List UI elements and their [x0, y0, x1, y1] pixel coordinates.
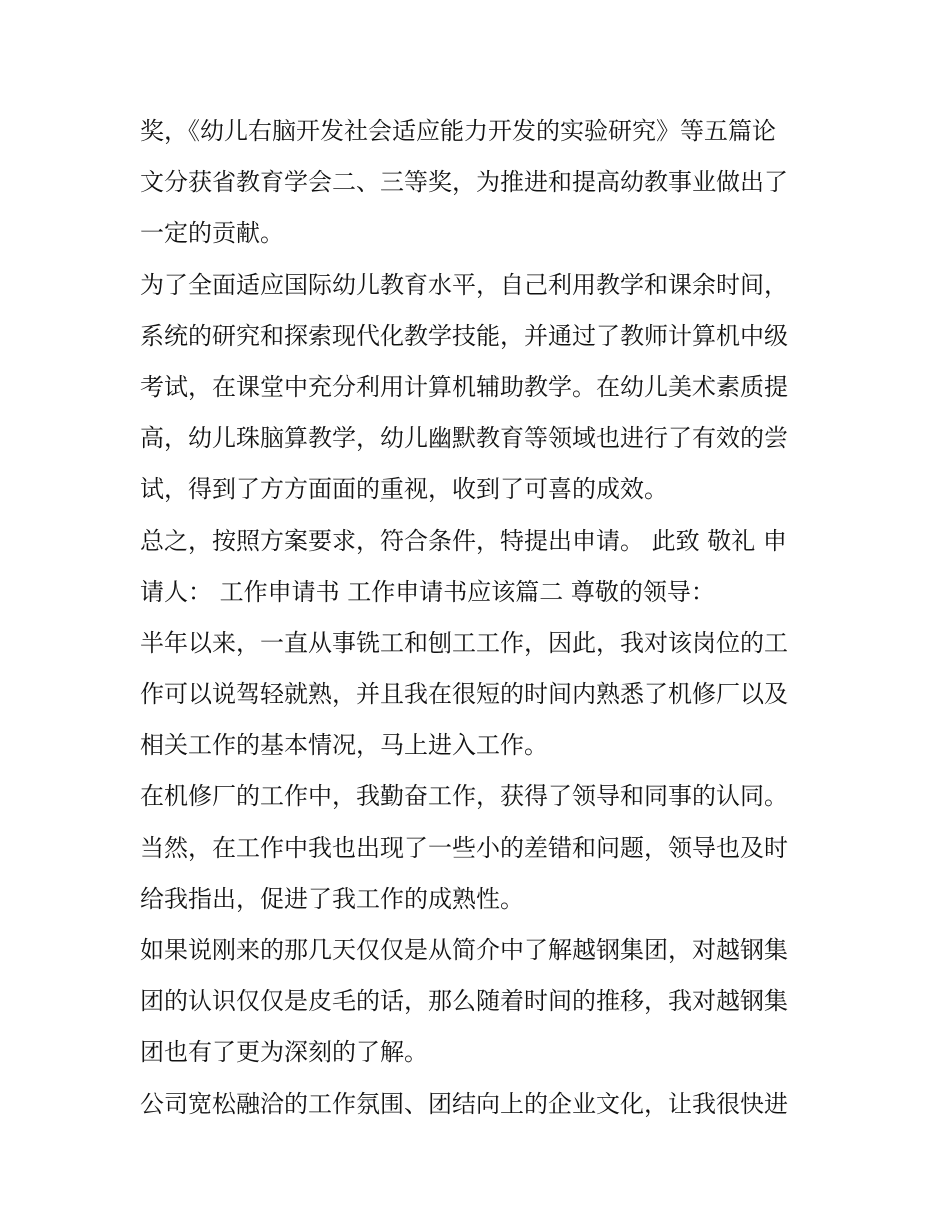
text-line: 为了全面适应国际幼儿教育水平，自己利用教学和课余时间， — [140, 270, 788, 299]
text-line: 一定的贡献。 — [140, 219, 284, 248]
text-line: 团也有了更为深刻的了解。 — [140, 1038, 428, 1067]
text-line: 奖，《幼儿右脑开发社会适应能力开发的实验研究》等五篇论 — [140, 117, 776, 145]
paragraph — [140, 1079, 816, 1130]
text-line: 如果说刚来的那几天仅仅是从简介中了解越钢集团，对越钢集 — [140, 936, 788, 964]
paragraph — [140, 516, 816, 618]
text-line: 文分获省教育学会二、三等奖，为推进和提高幼教事业做出了 — [140, 168, 788, 197]
document-body — [140, 106, 816, 1130]
text-line: 公司宽松融洽的工作氛围、团结向上的企业文化，让我很快进 — [140, 1089, 788, 1118]
paragraph — [140, 823, 816, 925]
paragraph — [140, 260, 816, 516]
text-line: 半年以来，一直从事铣工和刨工工作，因此，我对该岗位的工 — [140, 628, 788, 657]
text-line: 系统的研究和探索现代化教学技能，并通过了教师计算机中级 — [140, 321, 788, 350]
text-line: 高，幼儿珠脑算教学，幼儿幽默教育等领域也进行了有效的尝 — [140, 424, 788, 453]
text-line: 总之，按照方案要求，符合条件，特提出申请。 此致 敬礼 申 — [140, 526, 787, 555]
text-line: 当然，在工作中我也出现了一些小的差错和问题，领导也及时 — [140, 833, 788, 862]
text-line: 请人： 工作申请书 工作申请书应该篇二 尊敬的领导： — [140, 577, 715, 606]
text-line: 给我指出，促进了我工作的成熟性。 — [140, 884, 524, 913]
text-line: 试，得到了方方面面的重视，收到了可喜的成效。 — [140, 475, 668, 504]
paragraph — [140, 925, 816, 1079]
text-line: 考试，在课堂中充分利用计算机辅助教学。在幼儿美术素质提 — [140, 372, 788, 401]
text-line: 作可以说驾轻就熟，并且我在很短的时间内熟悉了机修厂以及 — [140, 680, 788, 709]
text-line: 相关工作的基本情况，马上进入工作。 — [140, 731, 548, 760]
paragraph — [140, 618, 816, 772]
paragraph — [140, 106, 816, 260]
paragraph — [140, 771, 816, 822]
text-line: 在机修厂的工作中，我勤奋工作，获得了领导和同事的认同。 — [140, 782, 788, 811]
text-line: 团的认识仅仅是皮毛的话，那么随着时间的推移，我对越钢集 — [140, 987, 788, 1016]
